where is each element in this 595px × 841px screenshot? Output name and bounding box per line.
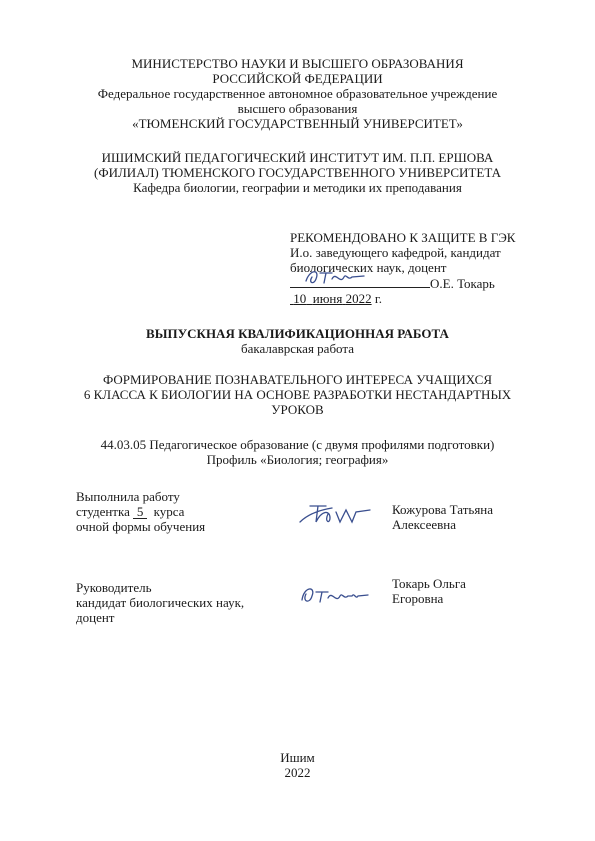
approval-date — [290, 291, 570, 306]
student-course: 5 — [133, 505, 147, 519]
supervisor-name-block — [392, 576, 466, 606]
approval-date-suffix: г. — [374, 291, 382, 306]
work-type-block — [40, 326, 555, 356]
work-type: ВЫПУСКНАЯ КВАЛИФИКАЦИОННАЯ РАБОТА — [146, 326, 449, 341]
student-label-block — [76, 489, 205, 534]
supervisor-label-block — [76, 580, 244, 625]
student-name-block — [392, 502, 493, 532]
work-subtype: бакалаврская работа — [241, 341, 354, 356]
work-title-line-2: 6 КЛАССА К БИОЛОГИИ НА ОСНОВЕ РАЗРАБОТКИ НЕСТАНДАРТНЫХ — [83, 387, 512, 402]
branch-line-2: (ФИЛИАЛ) ТЮМЕНСКОГО ГОСУДАРСТВЕННОГО УНИВЕРСИТЕТА — [94, 165, 501, 180]
approval-signature-row — [290, 275, 570, 291]
approval-date-day: 10 июня — [293, 291, 343, 306]
program-block — [40, 437, 555, 467]
institution-line-1: Федеральное государственное автономное образовательное учреждение — [97, 86, 498, 101]
footer-block — [40, 750, 555, 780]
branch-header — [40, 150, 555, 195]
department-name: Кафедра биологии, географии и методики их преподавания — [133, 180, 462, 195]
work-title-line-3: УРОКОВ — [271, 402, 324, 417]
ministry-line-2: РОССИЙСКОЙ ФЕДЕРАЦИИ — [212, 71, 383, 86]
approval-role-line-2: биологических наук, доцент — [290, 260, 447, 275]
program-code: 44.03.05 Педагогическое образование (с двумя профилями подготовки) — [100, 437, 495, 452]
program-profile: Профиль «Биология; география» — [206, 452, 389, 467]
supervisor-signature-icon — [296, 582, 376, 612]
footer-year: 2022 — [284, 765, 311, 780]
footer-city: Ишим — [280, 750, 315, 765]
student-label-line-2: студентка 5 курса — [76, 504, 185, 519]
ministry-line-1: МИНИСТЕРСТВО НАУКИ И ВЫСШЕГО ОБРАЗОВАНИЯ — [131, 56, 464, 71]
approval-block — [290, 230, 570, 306]
branch-line-1: ИШИМСКИЙ ПЕДАГОГИЧЕСКИЙ ИНСТИТУТ ИМ. П.П. ЕРШОВА — [101, 150, 494, 165]
supervisor-label-line-2: кандидат биологических наук, — [76, 595, 245, 610]
approval-role-line-1: И.о. заведующего кафедрой, кандидат — [290, 245, 501, 260]
approval-title: РЕКОМЕНДОВАНО К ЗАЩИТЕ В ГЭК — [290, 230, 516, 245]
work-title-line-1: ФОРМИРОВАНИЕ ПОЗНАВАТЕЛЬНОГО ИНТЕРЕСА УЧАЩИХСЯ — [102, 372, 492, 387]
supervisor-name-line-1: Токарь Ольга — [392, 576, 466, 591]
student-label-line-1: Выполнила работу — [76, 489, 180, 504]
approval-signer: О.Е. Токарь — [430, 276, 495, 291]
institution-line-2: высшего образования — [237, 101, 358, 116]
ministry-header — [40, 56, 555, 131]
approval-signature-icon — [302, 267, 372, 289]
approval-signature-line — [290, 275, 430, 288]
work-title-block — [40, 372, 555, 417]
approval-date-year: 2022 — [345, 291, 372, 306]
supervisor-label-line-3: доцент — [76, 610, 115, 625]
university-name: «ТЮМЕНСКИЙ ГОСУДАРСТВЕННЫЙ УНИВЕРСИТЕТ» — [132, 116, 463, 131]
supervisor-label-line-1: Руководитель — [76, 580, 152, 595]
student-name-line-2: Алексеевна — [392, 517, 456, 532]
student-signature-icon — [296, 500, 376, 530]
supervisor-name-line-2: Егоровна — [392, 591, 444, 606]
student-label-line-3: очной формы обучения — [76, 519, 206, 534]
student-name-line-1: Кожурова Татьяна — [392, 502, 494, 517]
